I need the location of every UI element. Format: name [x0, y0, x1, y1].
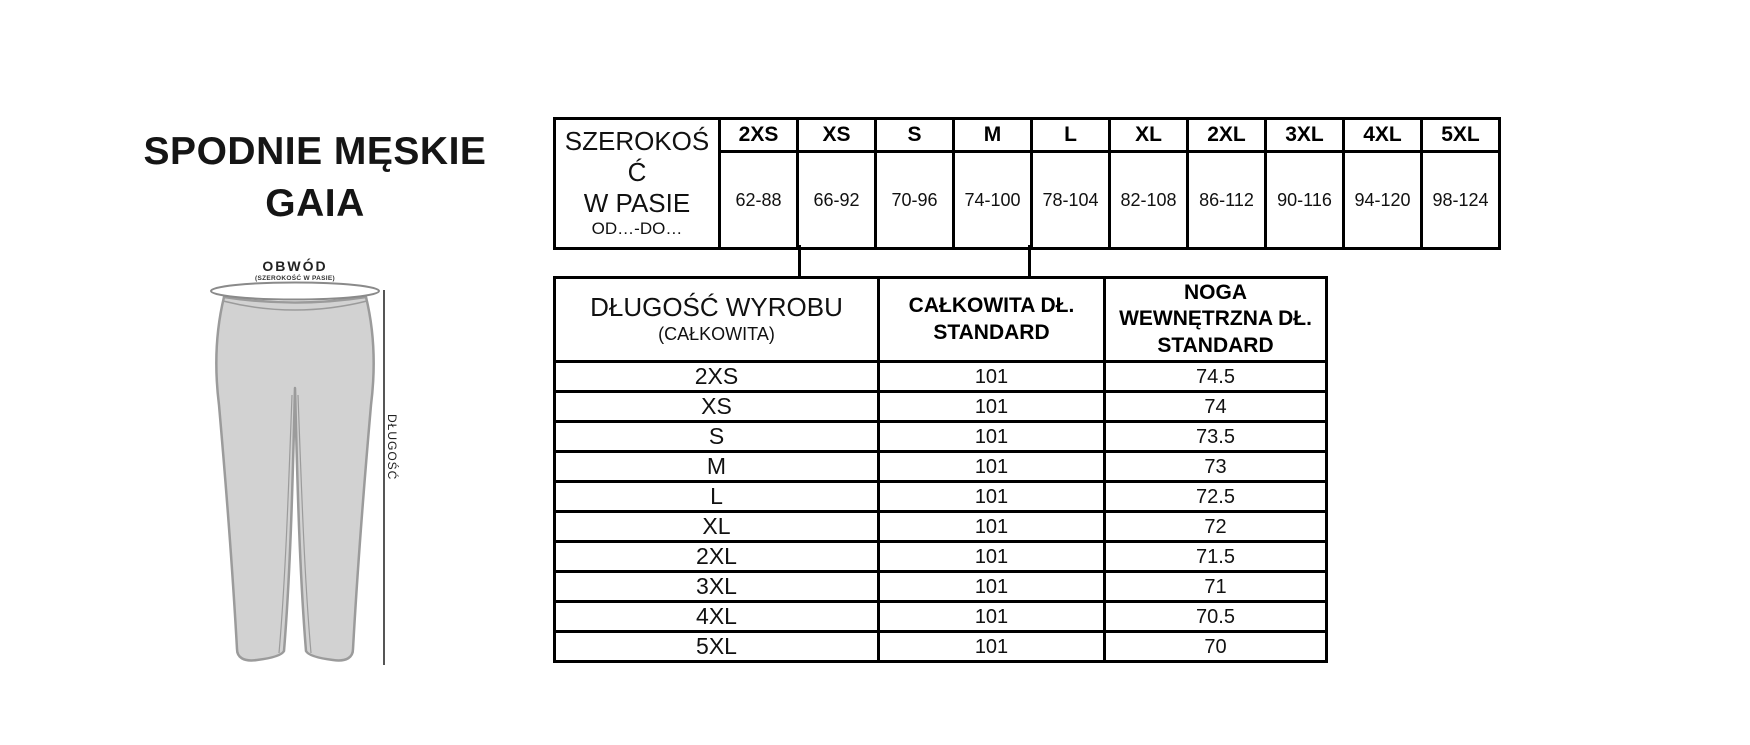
table-connector-line-left — [798, 245, 801, 279]
row-inner: 70.5 — [1105, 602, 1327, 632]
row-total: 101 — [879, 632, 1105, 662]
row-total: 101 — [879, 482, 1105, 512]
page-title — [95, 126, 535, 231]
table-row — [555, 452, 1327, 482]
size-header-s: S — [876, 119, 954, 152]
waist-range-3xl: 90-116 — [1266, 152, 1344, 249]
row-size: M — [555, 452, 879, 482]
row-total: 101 — [879, 452, 1105, 482]
waist-range-2xl: 86-112 — [1188, 152, 1266, 249]
waist-range-s: 70-96 — [876, 152, 954, 249]
row-inner: 71 — [1105, 572, 1327, 602]
row-inner: 74.5 — [1105, 362, 1327, 392]
table-row — [555, 392, 1327, 422]
row-inner: 74 — [1105, 392, 1327, 422]
page-title-line2: GAIA — [265, 182, 365, 226]
length-col2-header — [879, 278, 1105, 362]
row-size: 2XL — [555, 542, 879, 572]
row-inner: 70 — [1105, 632, 1327, 662]
waist-header-line1: SZEROKOŚ — [564, 126, 710, 157]
row-size: XS — [555, 392, 879, 422]
row-inner: 73.5 — [1105, 422, 1327, 452]
waist-table-header-cell — [555, 119, 720, 249]
row-total: 101 — [879, 392, 1105, 422]
row-size: 5XL — [555, 632, 879, 662]
row-total: 101 — [879, 602, 1105, 632]
length-col3-header — [1105, 278, 1327, 362]
row-inner: 72.5 — [1105, 482, 1327, 512]
row-inner: 72 — [1105, 512, 1327, 542]
length-col3-header-line3: STANDARD — [1157, 333, 1274, 357]
page-title-line1: SPODNIE MĘSKIE — [143, 130, 487, 173]
row-size: 3XL — [555, 572, 879, 602]
row-size: L — [555, 482, 879, 512]
waist-range-4xl: 94-120 — [1344, 152, 1422, 249]
row-total: 101 — [879, 362, 1105, 392]
length-col1-header — [555, 278, 879, 362]
waist-header-line2: Ć — [627, 157, 647, 188]
row-total: 101 — [879, 422, 1105, 452]
waist-header-line3: W PASIE — [583, 187, 691, 218]
row-total: 101 — [879, 572, 1105, 602]
waist-range-xs: 66-92 — [798, 152, 876, 249]
size-header-2xl: 2XL — [1188, 119, 1266, 152]
row-size: 4XL — [555, 602, 879, 632]
table-connector-line-right — [1028, 245, 1031, 279]
length-col2-header-line1: CAŁKOWITA DŁ. — [908, 294, 1075, 318]
waist-range-xl: 82-108 — [1110, 152, 1188, 249]
table-row — [555, 362, 1327, 392]
size-header-2xs: 2XS — [720, 119, 798, 152]
waist-header-line4: OD…-DO… — [591, 219, 683, 239]
table-row — [555, 572, 1327, 602]
table-row — [555, 422, 1327, 452]
table-row — [555, 512, 1327, 542]
table-row — [555, 632, 1327, 662]
waist-range-5xl: 98-124 — [1422, 152, 1500, 249]
size-header-xl: XL — [1110, 119, 1188, 152]
row-size: S — [555, 422, 879, 452]
waist-circumference-sublabel: (SZEROKOŚĆ W PASIE) — [255, 275, 335, 282]
size-header-5xl: 5XL — [1422, 119, 1500, 152]
waist-width-table — [553, 117, 1501, 250]
table-row — [555, 482, 1327, 512]
size-header-m: M — [954, 119, 1032, 152]
waist-range-l: 78-104 — [1032, 152, 1110, 249]
row-total: 101 — [879, 512, 1105, 542]
size-header-xs: XS — [798, 119, 876, 152]
row-size: 2XS — [555, 362, 879, 392]
length-col1-header-line1: DŁUGOŚĆ WYROBU — [590, 292, 843, 323]
row-inner: 73 — [1105, 452, 1327, 482]
size-header-3xl: 3XL — [1266, 119, 1344, 152]
row-total: 101 — [879, 542, 1105, 572]
length-table-header-row — [555, 278, 1327, 362]
waist-range-m: 74-100 — [954, 152, 1032, 249]
row-inner: 71.5 — [1105, 542, 1327, 572]
length-col2-header-line2: STANDARD — [933, 320, 1050, 344]
row-size: XL — [555, 512, 879, 542]
waistband-ellipse — [211, 283, 379, 300]
size-header-l: L — [1032, 119, 1110, 152]
length-col3-header-line1: NOGA — [1184, 281, 1247, 305]
pants-diagram — [185, 255, 405, 675]
waist-range-2xs: 62-88 — [720, 152, 798, 249]
length-label: DŁUGOŚĆ — [385, 414, 399, 481]
table-row — [555, 542, 1327, 572]
waist-circumference-label: OBWÓD — [262, 258, 328, 274]
table-row — [555, 602, 1327, 632]
length-table — [553, 276, 1328, 663]
pants-silhouette — [216, 297, 373, 660]
length-col3-header-line2: WEWNĘTRZNA DŁ. — [1119, 307, 1312, 331]
length-col1-header-line2: (CAŁKOWITA) — [658, 324, 775, 345]
size-header-4xl: 4XL — [1344, 119, 1422, 152]
